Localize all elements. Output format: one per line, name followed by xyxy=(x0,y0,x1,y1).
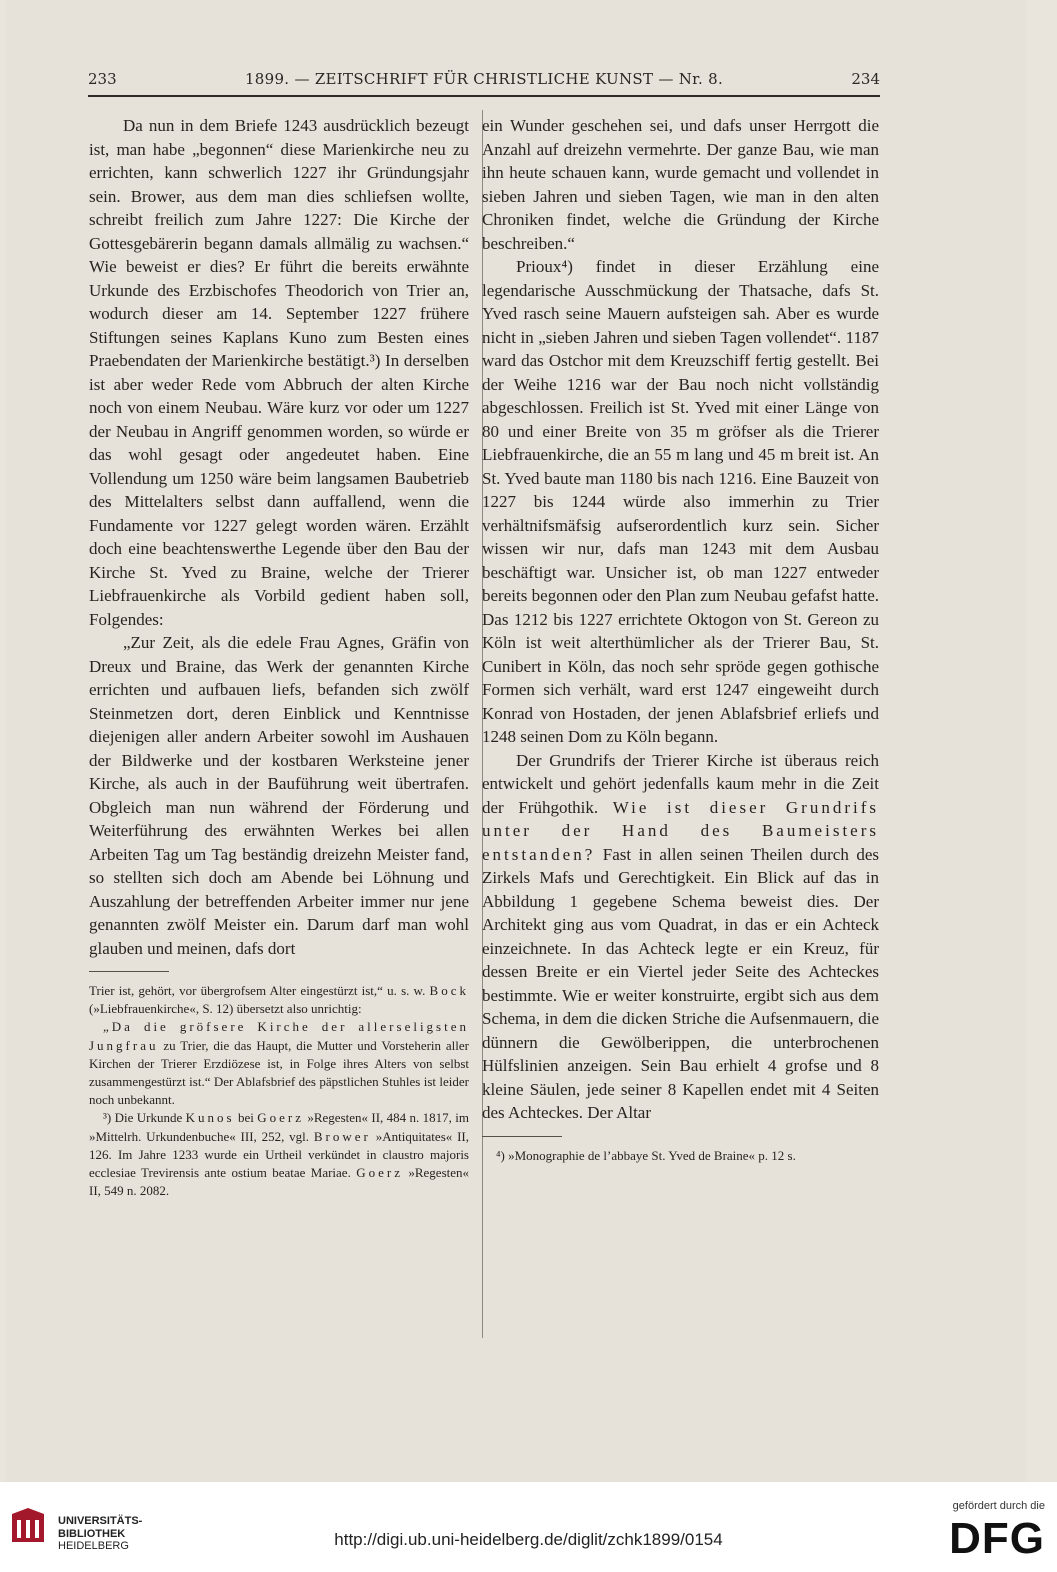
header-rule xyxy=(88,95,880,97)
running-header xyxy=(88,70,880,94)
library-name: UNIVERSITÄTS- BIBLIOTHEK HEIDELBERG xyxy=(58,1515,143,1552)
footnote-rule xyxy=(89,971,169,972)
paragraph: Da nun in dem Briefe 1243 ausdrücklich bezeugt ist, man habe „begonnen“ diese Marienkirche neu zu errichten, kann schwerlich 1227 ihr Gründungsjahr sein. Brower, aus dem man dies schliefsen wollte, schreibt freilich zum Jahre 1227: Die Kirche der Gottesgebärerin begann damals allmälig zu wachsen.“ Wie beweist er dies? Er führt die bereits erwähnte Urkunde des Erzbischofes Theodorich von Trier an, wodurch dieser am 14. September 1227 frühere Stiftungen seines Kaplans Kuno zum Besten eines Praebendaten der Marienkirche bestätigt.³) In derselben ist aber weder Rede vom Abbruch der alten Kirche noch von einem Neubau. Wäre kurz vor oder um 1227 der Neubau in Angriff genommen worden, so würde er das wohl gesagt oder angedeutet haben. Eine Vollendung um 1250 wäre beim langsamen Baubetrieb des Mittelalters selbst dann auffallend, wenn die Fundamente vor 1227 gelegt worden wären. Erzählt doch eine beachtenswerthe Legende über den Bau der Kirche St. Yved zu Braine, welche der Trierer Liebfrauenkirche als Vorbild gedient haben soll, Folgendes: xyxy=(89,116,469,629)
paragraph: „Zur Zeit, als die edele Frau Agnes, Gräfin von Dreux und Braine, das Werk der genannten Kirche errichten und aufbauen liefs, befanden sich zwölf Steinmetzen dort, deren Einblick und Kenntnisse diejenigen aller andern Arbeiter sowohl im Aushauen der Bildwerke und der kostbaren Werksteine jener Kirche, als auch in der Bauführung weit übertrafen. Obgleich man nun während der Förderung und Weiterführung des erwähnten Werkes bei allen Arbeiten Tag um Tag beständig dreizehn Meister fand, so stellten sich doch am Abende bei Löhnung und Auszahlung der betreffenden Arbeiter immer nur jene genannten zwölf Meister ein. Darum darf man wohl glauben und meinen, dafs dort xyxy=(89,633,469,958)
footnote-rule xyxy=(482,1136,562,1137)
funding-caption: gefördert durch die xyxy=(952,1500,1045,1512)
paragraph: ein Wunder geschehen sei, und dafs unser Herrgott die Anzahl auf dreizehn vermehrte. Der ganze Bau, wie man ihn heute schauen kann, wurde gemacht und vollendet in sieben Jahren und sieben Tagen, wie man in den alten Chroniken findet, welche die Gründung der Kirche beschreiben.“ xyxy=(482,116,879,253)
page-number-right: 234 xyxy=(851,70,880,88)
footnote-3: ³) Die Urkunde Kunos bei Goerz »Regesten« II, 484 n. 1817, im »Mittelrh. Urkundenbuche« III, 252, vgl. Brower »Antiquitates« II, 126. Im Jahre 1233 wurde ein Urtheil verkündet in claustro majoris ecclesiae Trevirensis ante ostium beatae Mariae. Goerz »Regesten« II, 549 n. 2082. xyxy=(89,1110,470,1199)
right-column xyxy=(482,114,879,1165)
footnotes xyxy=(482,1147,879,1165)
source-url-link[interactable]: http://digi.ub.uni-heidelberg.de/diglit/zchk1899/0154 xyxy=(334,1530,723,1549)
footnote-quote: „Da die gröfsere Kirche der allerseligsten Jungfrau zu Trier, die das Haupt, die Mutter und Vorsteherin aller Kirchen der Trierer Erzdiözese ist, in Folge ihres Alters von selbst zusammengestürzt ist.“ Der Ablafsbrief des päpstlichen Stuhles ist leider noch unbekannt. xyxy=(89,1019,470,1108)
paragraph: Der Grundrifs der Trierer Kirche ist überaus reich entwickelt und gehört jedenfalls kaum mehr in die Zeit der Frühgothik. Wie ist dieser Grundrifs unter der Hand des Baumeisters entstanden? Fast in allen seinen Theilen durch des Zirkels Mafs und Gerechtigkeit. Ein Blick auf das in Abbildung 1 gegebene Schema beweist dies. Der Architekt ging aus vom Quadrat, in das er ein Achteck einzeichnete. In das Achteck legte er ein Kreuz, für dessen Breite er ein Viertel jeder Seite des Achteckes bestimmte. Wie er weiter konstruirte, ergibt sich aus dem Schema, in dem die dicken Striche die Aufsenmauern, die dünnern die Gewölberippen, die unterbrochenen Hülfslinien anzeigen. Sein Bau erhielt 4 grofse und 8 kleine Säulen, jede seiner 8 Kapellen endet mit 4 Seiten des Achteckes. Der Altar xyxy=(482,750,880,1122)
journal-title: 1899. — ZEITSCHRIFT FÜR CHRISTLICHE KUNST — Nr. 8. xyxy=(244,70,724,88)
footnote-continuation: Trier ist, gehört, vor übergrofsem Alter eingestürzt ist,“ u. s. w. Bock (»Liebfrauenkirche«, S. 12) übersetzt also unrichtig: xyxy=(89,983,469,1017)
footnotes xyxy=(89,982,469,1200)
paragraph: Prioux⁴) findet in dieser Erzählung eine legendarische Ausschmückung der Thatsache, dafs St. Yved rasch seine Mauern aufsteigen sah. Aber es wurde nicht in „sieben Jahren und sieben Tagen vollendet“. 1187 ward das Ostchor mit dem Kreuzschiff fertig gestellt. Bei der Weihe 1216 war der Bau noch nicht vollständig abgeschlossen. Freilich ist St. Yved mit einer Länge von 80 und einer Breite von 35 m gröfser als die Trierer Liebfrauenkirche, die an 55 m lang und 45 m breit ist. An St. Yved baute man 1180 bis nach 1216. Eine Bauzeit von 1227 bis 1244 würde also immerhin zu Trier verhältnifsmäfsig aufserordentlich kurz sein. Sicher wissen wir nur, dafs man 1243 mit dem Ausbau beschäftigt war. Unsicher ist, ob man 1227 entweder bereits begonnen oder den Plan zum Neubau gefafst hatte. Das 1212 bis 1227 errichtete Oktogon von St. Gereon zu Köln ist weit alterthümlicher als der Trierer Bau, St. Cunibert in Köln, das noch sehr spröde gegen gothische Formen sich verhält, ward erst 1247 eingeweiht durch Konrad von Hostaden, der jenen Ablafsbrief erliefs und 1248 seinen Dom zu Köln begann. xyxy=(482,257,879,746)
page-number-left: 233 xyxy=(88,70,117,88)
left-column xyxy=(89,114,469,1200)
dfg-logo: DFG xyxy=(949,1514,1045,1563)
footnote-4: ⁴) »Monographie de l’abbaye St. Yved de Braine« p. 12 s. xyxy=(496,1147,796,1163)
digitization-footer xyxy=(0,1482,1057,1572)
